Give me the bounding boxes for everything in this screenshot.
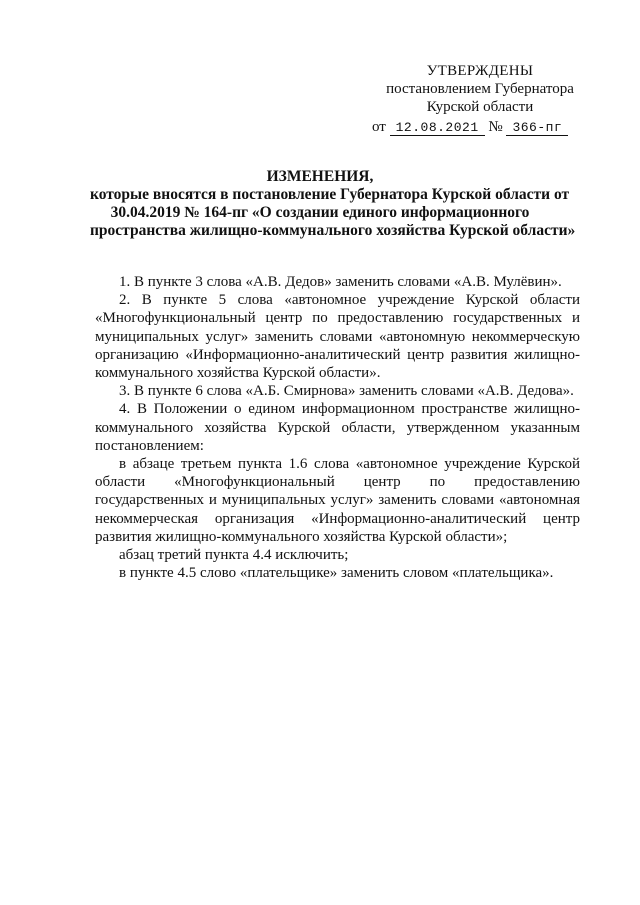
approval-date: 12.08.2021 — [390, 120, 485, 136]
approval-region: Курской области — [426, 99, 534, 115]
approval-heading: УТВЕРЖДЕНЫ — [426, 63, 534, 79]
paragraph-3: 3. В пункте 6 слова «А.Б. Смирнова» заменить словами «А.В. Дедова». — [119, 383, 574, 400]
title-line-1: которые вносятся в постановление Губернатора Курской области от — [90, 186, 570, 203]
title-line-2: 30.04.2019 № 164-пг «О создании единого информационного — [110, 204, 530, 221]
approval-date-number — [360, 118, 600, 137]
approval-authority: постановлением Губернатора — [386, 81, 574, 97]
title-line-3: пространства жилищно-коммунального хозяйства Курской области» — [90, 222, 576, 239]
paragraph-4: 4. В Положении о едином информационном пространстве жилищно-коммунального хозяйства Курской области, утвержденном указанным постановлением: — [95, 401, 580, 454]
paragraph-1: 1. В пункте 3 слова «А.В. Дедов» заменить словами «А.В. Мулёвин». — [119, 274, 562, 290]
number-prefix: № — [488, 119, 503, 135]
document-title — [90, 168, 576, 240]
paragraph-6: абзац третий пункта 4.4 исключить; — [119, 547, 349, 564]
paragraph-7: в пункте 4.5 слово «плательщике» заменить словом «плательщика». — [119, 565, 554, 582]
approval-stamp — [360, 62, 600, 137]
paragraph-5: в абзаце третьем пункта 1.6 слова «автономное учреждение Курской области «Многофункциональный центр по предоставлению государственных и муниципальных услуг» заменить словами «автономная некоммерческая организация «Информационно-аналитический центр развития жилищно-коммунального хозяйства Курской области»; — [95, 456, 580, 545]
paragraph-2: 2. В пункте 5 слова «автономное учреждение Курской области «Многофункциональный центр по предоставлению государственных и муниципальных услуг» заменить словами «автономную некоммерческую организацию «Информационно-аналитический центр развития жилищно-коммунального хозяйства Курской области». — [95, 292, 580, 382]
date-prefix: от — [372, 119, 386, 135]
approval-number: 366-пг — [506, 120, 568, 136]
document-body — [95, 273, 580, 582]
title-heading: ИЗМЕНЕНИЯ, — [266, 168, 374, 185]
